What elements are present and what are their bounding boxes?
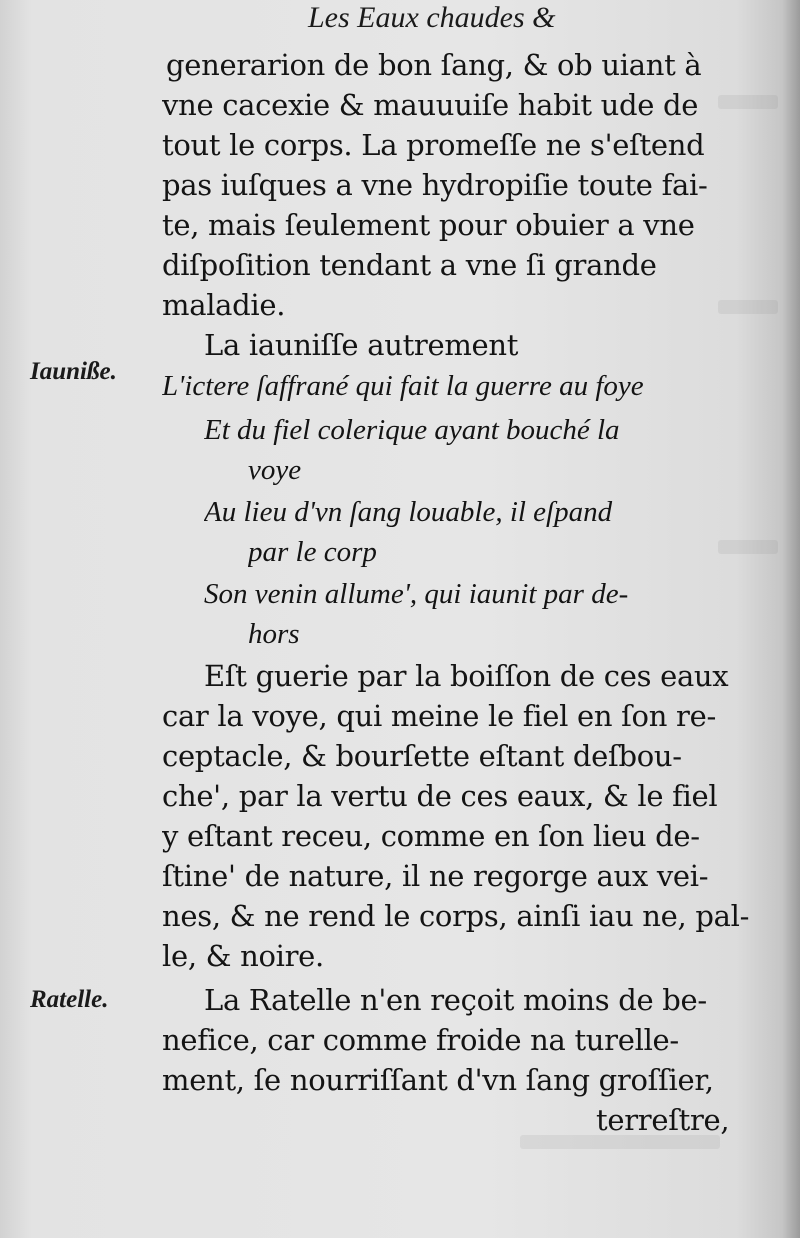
verse-line: Son venin allume', qui iaunit par de- [204,578,629,610]
verse-line: hors [248,618,300,650]
margin-note-jaunisse: Iauniße. [30,358,117,385]
text-line: maladie. [162,288,286,322]
text-line: tout le corps. La promeſſe ne s'eſtend [162,128,705,162]
text-line: vne cacexie & mauuuiſe habit ude de [162,88,699,122]
margin-note-ratelle: Ratelle. [30,986,109,1013]
verse-line: Au lieu d'vn ſang louable, il eſpand [204,496,613,528]
text-line: ment, ſe nourriſſant d'vn ſang groſſier, [162,1063,714,1097]
text-line: nefice, car comme froide na turelle- [162,1023,679,1057]
text-line: ſtine' de nature, il ne regorge aux vei- [162,859,709,893]
verse-line: par le corp [248,536,377,568]
text-line: che', par la vertu de ces eaux, & le fiel [162,779,718,813]
text-line: pas iuſques a vne hydropiſie toute fai- [162,168,708,202]
verse-line: Et du fiel colerique ayant bouché la [204,414,620,446]
text-line: Eſt guerie par la boiſſon de ces eaux [204,659,729,693]
text-line: car la voye, qui meine le fiel en ſon re- [162,699,716,733]
verse-line: voye [248,454,302,486]
verse-line: L'ictere ſaffrané qui fait la guerre au foye [162,370,644,402]
text-line: ceptacle, & bourſette eſtant deſbou- [162,739,682,773]
text-line: te, mais ſeulement pour obuier a vne [162,208,695,242]
page-edge-shadow [782,0,800,1238]
text-line: diſpoſition tendant a vne ſi grande [162,248,657,282]
text-line: y eſtant receu, comme en ſon lieu de- [162,819,700,853]
text-line: generarion de bon ſang, & ob uiant à [166,48,702,82]
running-head: Les Eaux chaudes & [308,1,556,34]
catchword: terreſtre, [596,1103,730,1137]
text-line: nes, & ne rend le corps, ainſi iau ne, pal- [162,899,750,933]
text-line: La Ratelle n'en reçoit moins de be- [204,983,707,1017]
text-line: le, & noire. [162,939,324,973]
intro-line: La iauniſſe autrement [204,328,519,362]
